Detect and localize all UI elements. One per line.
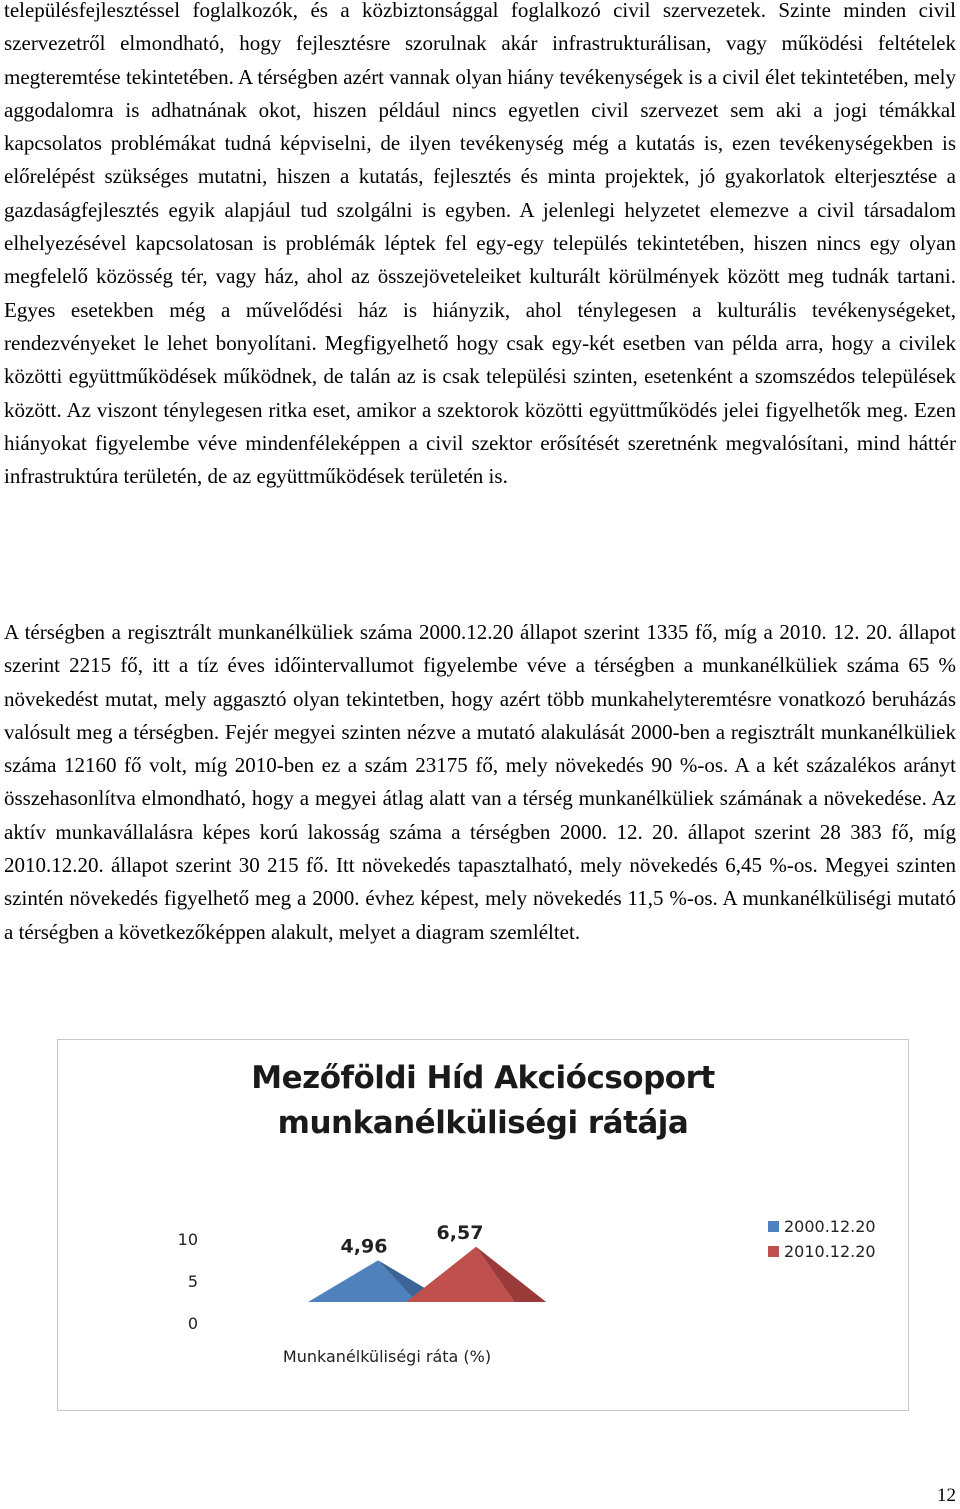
- legend-label: 2010.12.20: [784, 1242, 876, 1261]
- body-paragraph: településfejlesztéssel foglalkozók, és a közbiztonsággal foglalkozó civil szervezetek. Szinte minden civil szervezetről elmondható, hogy fejlesztésre szorulnak akár infrastrukturálisan, vagy működési feltételek megteremtése tekintetében. A térségben azért vannak olyan hiány tevékenységek is a civil élet tekintetében, mely aggodalomra is adhatnának okot, hiszen például nincs egyetlen civil szervezet sem aki a jogi témákkal kapcsolatos problémákat tudná képviselni, de ilyen tevékenység még a kutatás is, ezen tevékenységekben is előrelépést szükséges mutatni, hiszen a kutatás, fejlesztés és minta projektek, jó gyakorlatok elterjesztése a gazdaságfejlesztés egyik alapjául tud szolgálni is egyben. A jelenlegi helyzetet elemezve a civil társadalom elhelyezésével kapcsolatosan is problémák léptek fel egy-egy település tekintetében, hiszen nincs egy olyan megfelelő közösség tér, vagy ház, ahol az összejöveteleiket kulturált körülmények között meg tudnák tartani. Egyes esetekben még a művelődési ház is hiányzik, ahol ténylegesen a kulturális tevékenységeket, rendezvényeket le lehet bonyolítani. Megfigyelhető hogy csak egy-két esetben van példa arra, hogy a civilek közötti együttműködések működnek, de talán az is csak települési szinten, esetenként a szomszédos települések között. Az viszont ténylegesen ritka eset, amikor a szektorok közötti együttműködés jelei figyelhetők meg. Ezen hiányokat figyelembe véve mindenféleképpen a civil szektor erősítését szeretnénk megvalósítani, mind háttér infrastruktúra területén, de az együttműködések területén is.: [4, 0, 956, 489]
- page-number: 12: [937, 1485, 956, 1506]
- data-label: 6,57: [436, 1221, 484, 1244]
- chart-title-line: Mezőföldi Híd Akciócsoport: [251, 1060, 715, 1096]
- x-axis-label: Munkanélküliségi ráta (%): [282, 1347, 492, 1366]
- body-paragraph: A térségben a regisztrált munkanélküliek száma 2000.12.20 állapot szerint 1335 fő, míg a 2010. 12. 20. állapot szerint 2215 fő, itt a tíz éves időintervallumot figyelembe véve a térségben a munkanélküliek száma 65 % növekedést mutat, mely aggasztó olyan tekintetben, hogy azért több munkahelyteremtésre vonatkozó beruházás valósult meg a térségben. Fejér megyei szinten nézve a mutató alakulását 2000-ben a regisztrált munkanélküliek száma 12160 fő volt, míg 2010-ben ez a szám 23175 fő, mely növekedés 90 %-os. A a két százalékos arányt összehasonlítva elmondható, hogy a megyei átlag alatt van a térség munkanélküliek számának a növekedése. Az aktív munkavállalásra képes korú lakosság száma a térségben 2000. 12. 20. állapot szerint 28 383 fő, míg 2010.12.20. állapot szerint 30 215 fő. Itt növekedés tapasztalható, mely növekedés 6,45 %-os. Megyei szinten szintén növekedés figyelhető meg a 2000. évhez képest, mely növekedés 11,5 %-os. A munkanélküliségi mutató a térségben a következőképpen alakult, melyet a diagram szemléltet.: [4, 620, 956, 944]
- y-tick-label: 10: [177, 1230, 198, 1249]
- legend-swatch: [768, 1221, 779, 1232]
- legend-label: 2000.12.20: [784, 1217, 876, 1236]
- legend-swatch: [768, 1246, 779, 1257]
- y-tick-label: 5: [187, 1272, 198, 1291]
- y-tick-label: 0: [187, 1314, 198, 1333]
- data-label: 4,96: [340, 1235, 388, 1258]
- chart-title-line: munkanélküliségi rátája: [277, 1105, 689, 1141]
